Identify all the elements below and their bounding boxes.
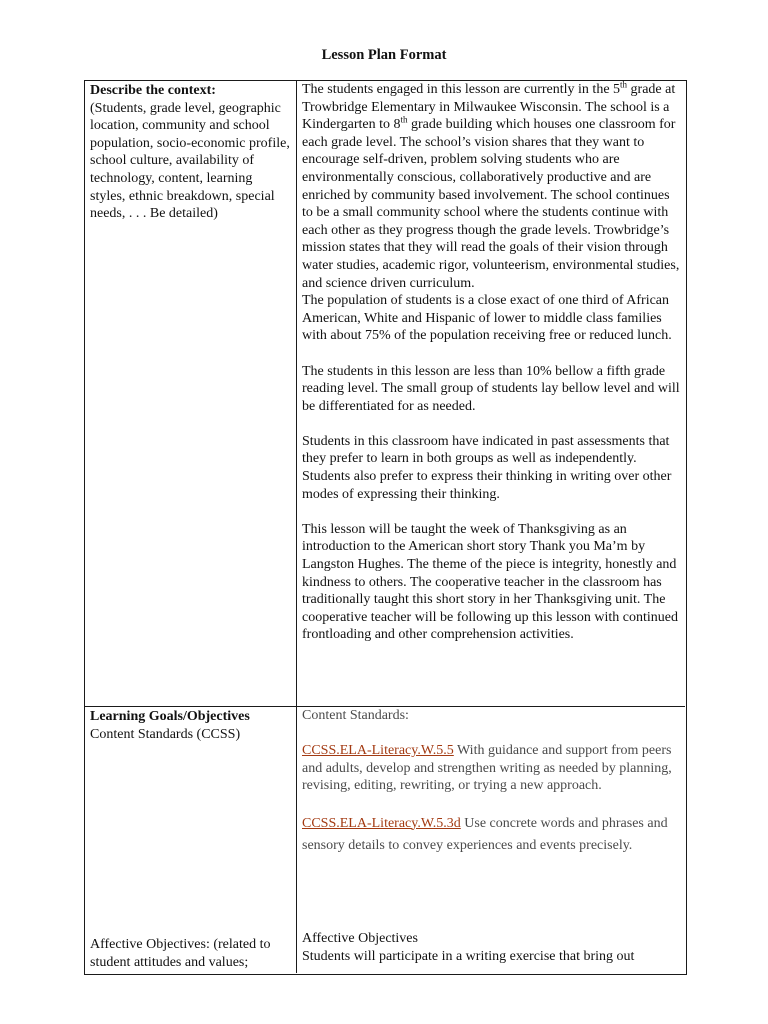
standard-w55-text: With guidance and support from peers and adults, develop and strengthen writing as needed by planning, revising, editing, rewriting, or trying a new approach. — [302, 743, 672, 794]
standard-w53d-link[interactable]: CCSS.ELA-Literacy.W.5.3d — [302, 815, 461, 831]
standard-w53d — [302, 813, 680, 857]
content-standards-label: Content Standards: — [302, 708, 409, 723]
context-label-cell — [84, 80, 296, 706]
page-title: Lesson Plan Format — [321, 47, 447, 63]
context-paragraph-2: The students in this lesson are less than 10% bellow a fifth grade reading level. The small group of students lay bellow level and will be differentiated for as needed. — [302, 363, 680, 414]
affective-heading: Affective Objectives — [302, 931, 418, 946]
context-paragraph-4: This lesson will be taught the week of Thanksgiving as an introduction to the American short story Thank you Ma’m by Langston Hughes. The theme of the piece is integrity, honestly and kindness to others. The cooperative teacher in the classroom has traditionally taught this short story in her Thanksgiving unit. The cooperative teacher will be following up this lesson with continued frontloading and other comprehension activities. — [302, 521, 678, 643]
context-prompt: (Students, grade level, geographic location, community and school population, socio-economic profile, school culture, availability of technology, content, learning styles, ethnic breakdown, special needs, . . . Be detailed) — [90, 100, 290, 222]
goals-heading: Learning Goals/Objectives — [90, 709, 250, 724]
superscript: th — [620, 80, 628, 90]
affective-prompt: Affective Objectives: (related to student attitudes and values; — [90, 937, 271, 970]
superscript: th — [400, 114, 408, 125]
standard-w55 — [302, 742, 680, 795]
goals-label-cell — [84, 706, 296, 974]
goals-subheading: Content Standards (CCSS) — [90, 726, 241, 742]
affective-objectives-block — [302, 930, 680, 965]
standard-w53d-text: Use concrete words and phrases and sensory details to convey experiences and events precisely. — [302, 815, 668, 853]
context-text: The population of students is a close exact of one third of African American, White and Hispanic of lower to middle class families with about 75% of the population receiving free or reduced lunch. — [302, 293, 672, 344]
context-description-cell — [296, 80, 686, 706]
goals-description-cell — [296, 706, 686, 974]
context-text: grade building which houses one classroom for each grade level. The school’s vision shares that they want to encourage self-driven, problem solving students who are environmentally conscious, collaboratively productive and are enriched by community based involvement. The school continues to be a small community school where the students continue with each other as they progress though the grade levels. Trowbridge’s mission states that they will read the goals of their vision through water studies, academic rigor, volunteerism, environmental studies, and science driven curriculum. — [302, 117, 680, 291]
context-paragraph-3: Students in this classroom have indicated in past assessments that they prefer to learn in both groups as well as independently. Students also prefer to express their thinking in writing over other modes of expressing their thinking. — [302, 433, 672, 502]
context-text: grade at Trowbridge Elementary in Milwaukee Wisconsin. The school is a Kindergarten to 8 — [302, 82, 676, 133]
context-paragraph-1 — [302, 81, 680, 345]
standard-w55-link[interactable]: CCSS.ELA-Literacy.W.5.5 — [302, 743, 454, 759]
context-text: The students engaged in this lesson are currently in the 5 — [302, 82, 621, 97]
context-heading: Describe the context: — [90, 83, 216, 98]
affective-text: Students will participate in a writing exercise that bring out — [302, 948, 635, 964]
